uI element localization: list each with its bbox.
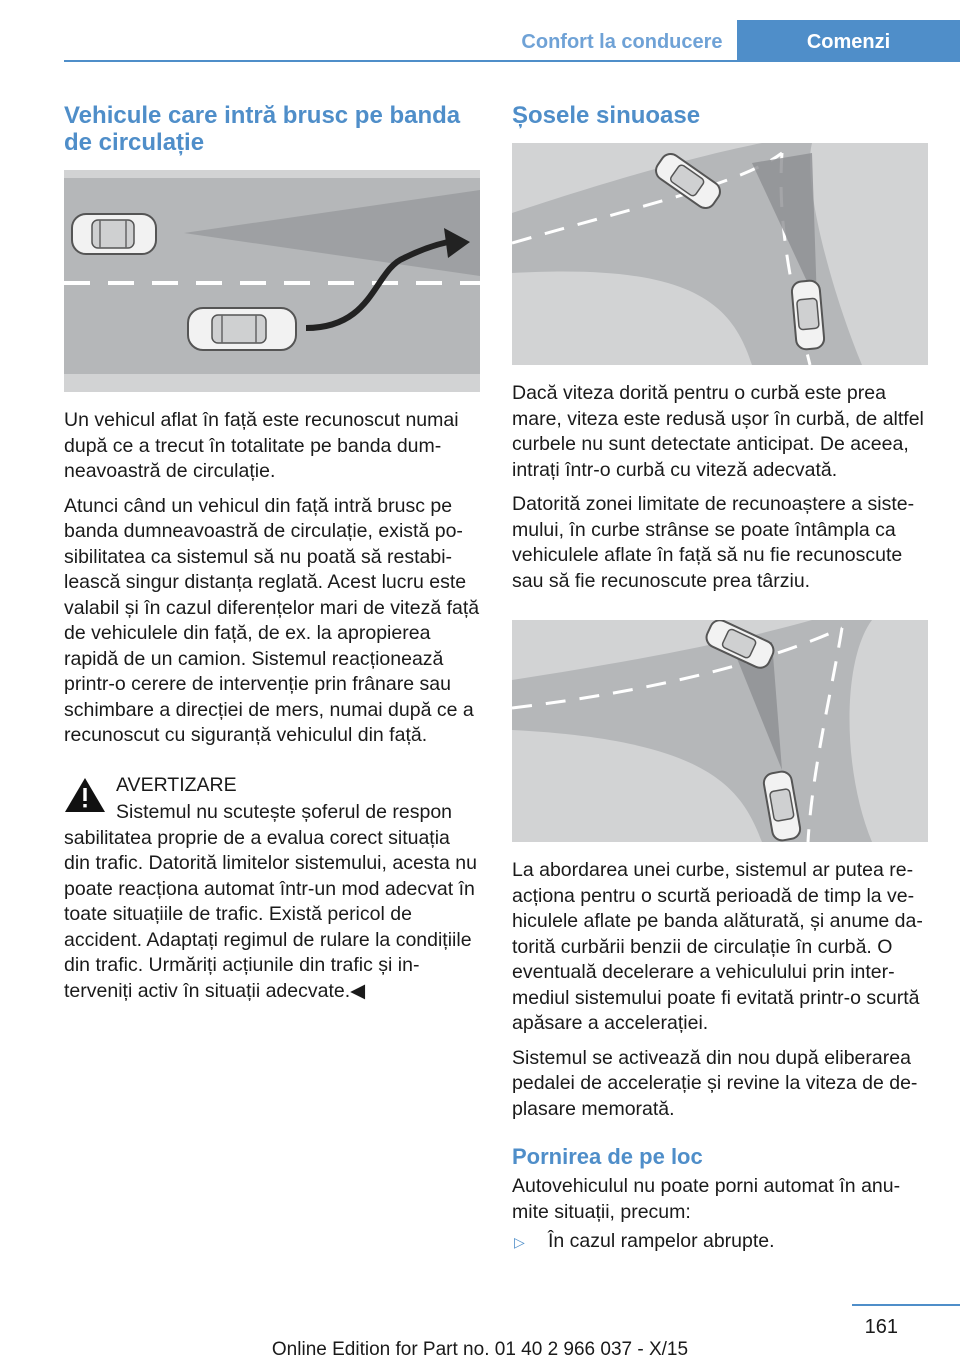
paragraph: Sistemul se activează din nou după eliberarea pedalei de accelerație și revine la viteza de deplasare memorată. — [512, 1046, 918, 1120]
list-item-text: În cazul rampelor abrupte. — [548, 1230, 775, 1252]
section-title-lane-change: Vehicule care intră brusc pe banda de circulație — [64, 102, 461, 156]
section-tab: Confort la conducere — [521, 31, 723, 53]
car-front-icon — [72, 214, 156, 254]
chapter-tab: Comenzi — [737, 20, 960, 62]
warning-label: AVERTIZARE — [116, 773, 237, 796]
warning-text: sabilitatea proprie de a evalua corect situația din trafic. Datorită limitelor sistemului, acesta nu poate reacționa automat într-un mod adecvat în toate situațiile de trafic. Există pericol de accident. Adaptați regimul de rulare la condițiile din trafic. Urmăriți acțiunile din trafic și interveniți activ în situații adecvate.◀ — [64, 826, 477, 1002]
subsection-title: Pornirea de pe loc — [512, 1144, 703, 1169]
triangle-bullet-icon: ▷ — [514, 1234, 525, 1250]
list-item — [512, 1229, 928, 1255]
paragraph: Dacă viteza dorită pentru o curbă este prea mare, viteza este redusă ușor în curbă, de altfel curbele nu sunt detectate anticipat. De aceea, intrați într-o curbă cu viteză adecvată. — [512, 382, 924, 481]
edition-line: Online Edition for Part no. 01 40 2 966 037 - X/15 — [271, 1339, 689, 1360]
warning-text: Sistemul nu scutește șoferul de respon — [116, 801, 453, 823]
paragraph: Datorită zonei limitate de recunoaștere a sistemului, în curbe strânse se poate întâmpla ca vehiculele aflate în față să nu fie recunoscute sau să fie recunoscute prea târziu. — [512, 493, 915, 592]
car-cutting-in-icon — [188, 308, 296, 350]
curve-illustration-1 — [512, 143, 928, 365]
warning-triangle-icon — [64, 776, 106, 814]
curve-illustration-2 — [512, 620, 928, 842]
paragraph: La abordarea unei curbe, sistemul ar putea reacționa pentru o scurtă perioadă de timp la vehiculele aflate pe banda alăturată, și anume datorită curbării benzii de circulație în curbă. O eventuală decelerare a vehiculului prin intermediul sistemului poate fi evitată printr-o scurtă apăsare a accelerației. — [512, 859, 923, 1034]
page-number: 161 — [864, 1316, 898, 1338]
car-icon — [791, 280, 825, 350]
paragraph: Atunci când un vehicul din față intră brusc pe banda dumneavoastră de circulație, există posibilitatea ca sistemul să nu poată să restabilească singur distanța reglată. Acest lucru este valabil și în cazul diferențelor mari de viteză față de vehiculele din față, de ex. la apropierea rapidă de un camion. Sistemul reacționează printr-o cerere de intervenție prin frânare sau schimbare a direcției de mers, numai după ce a recunoscut cu siguranță vehiculul din față. — [64, 494, 480, 746]
left-column — [64, 102, 480, 1004]
lane-cut-in-illustration — [64, 170, 480, 392]
paragraph: Un vehicul aflat în față este recunoscut numai după ce a trecut în totalitate pe banda dumneavoastră de circulație. — [64, 409, 459, 482]
section-title-curves: Șosele sinuoase — [512, 102, 701, 129]
paragraph: Autovehiculul nu poate porni automat în anumite situații, precum: — [512, 1175, 901, 1223]
right-column — [512, 102, 928, 1255]
warning-block — [64, 773, 480, 1005]
footer-rule — [852, 1304, 960, 1306]
